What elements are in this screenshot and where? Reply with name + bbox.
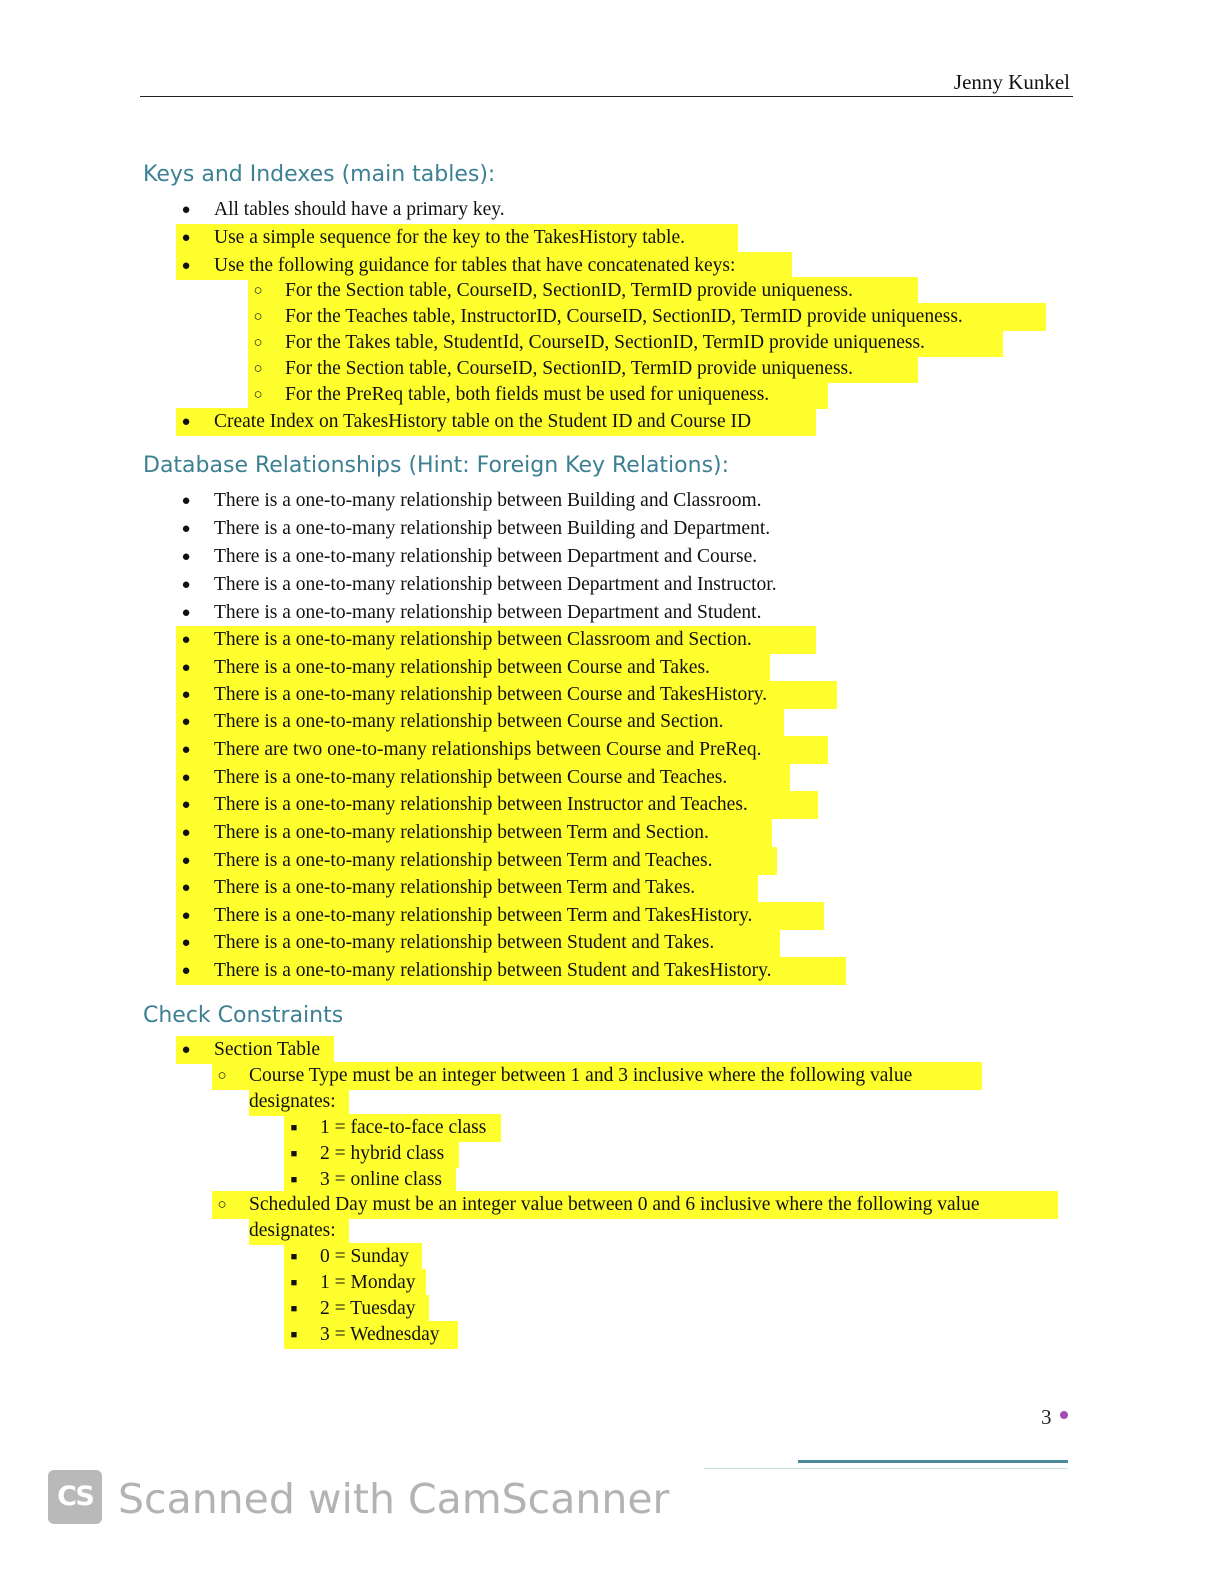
author-name: Jenny Kunkel	[953, 70, 1070, 94]
bullet-icon: ●	[181, 202, 191, 218]
list-item	[176, 791, 818, 819]
list-item	[176, 681, 837, 709]
bullet-icon: ●	[181, 742, 191, 758]
circle-bullet-icon: ○	[253, 335, 263, 351]
list-item-text: 1 = Monday	[320, 1272, 416, 1293]
list-item	[176, 654, 770, 682]
square-bullet-icon: ■	[290, 1251, 298, 1263]
page-number-dot-icon	[1060, 1411, 1068, 1419]
list-item-continuation	[249, 1217, 349, 1245]
list-item-text: 0 = Sunday	[320, 1246, 409, 1267]
list-item-text: There is a one-to-many relationship between Course and TakesHistory.	[214, 684, 768, 705]
sub-sub-list-item	[284, 1295, 429, 1323]
sub-list-item	[248, 303, 1046, 331]
section-heading-relationships: Database Relationships (Hint: Foreign Key Relations):	[143, 453, 730, 478]
list-item-text: There is a one-to-many relationship between Student and Takes.	[214, 932, 715, 953]
list-item-text: There is a one-to-many relationship between Building and Department.	[214, 518, 771, 539]
page-number: 3	[1041, 1405, 1052, 1429]
sub-list-item	[248, 277, 918, 305]
sub-list-item	[248, 329, 1003, 357]
list-item-text: There is a one-to-many relationship between Term and Teaches.	[214, 850, 713, 871]
sub-sub-list-item	[284, 1166, 456, 1194]
bullet-icon: ●	[181, 414, 191, 430]
bullet-icon: ●	[181, 605, 191, 621]
list-item	[176, 736, 828, 764]
sub-sub-list-item	[284, 1114, 501, 1142]
list-item	[176, 1036, 334, 1064]
list-item	[176, 252, 792, 280]
list-item-text: There is a one-to-many relationship between Term and TakesHistory.	[214, 905, 753, 926]
footer-accent-rule	[798, 1460, 1068, 1463]
bullet-icon: ●	[181, 770, 191, 786]
list-item-text: 2 = hybrid class	[320, 1143, 445, 1164]
bullet-icon: ●	[181, 230, 191, 246]
square-bullet-icon: ■	[290, 1329, 298, 1341]
circle-bullet-icon: ○	[217, 1197, 227, 1213]
bullet-icon: ●	[181, 1042, 191, 1058]
list-item-text: 3 = online class	[320, 1169, 443, 1190]
sub-sub-list-item	[284, 1243, 422, 1271]
bullet-icon: ●	[181, 549, 191, 565]
bullet-icon: ●	[181, 797, 191, 813]
bullet-icon: ●	[181, 687, 191, 703]
list-item-text: For the Section table, CourseID, SectionID, TermID provide uniqueness.	[285, 280, 853, 301]
sub-list-item	[248, 381, 828, 409]
bullet-icon: ●	[181, 935, 191, 951]
bullet-icon: ●	[181, 714, 191, 730]
list-item-text: There is a one-to-many relationship between Term and Section.	[214, 822, 709, 843]
list-item-text: Use the following guidance for tables that have concatenated keys:	[214, 255, 736, 276]
list-item	[176, 196, 534, 224]
circle-bullet-icon: ○	[253, 309, 263, 325]
bullet-icon: ●	[181, 258, 191, 274]
list-item-text: There is a one-to-many relationship between Instructor and Teaches.	[214, 794, 748, 815]
list-item	[176, 487, 826, 515]
square-bullet-icon: ■	[290, 1148, 298, 1160]
list-item	[176, 571, 854, 599]
sub-list-item	[212, 1062, 982, 1090]
list-item-text: There is a one-to-many relationship between Building and Classroom.	[214, 490, 762, 511]
list-item	[176, 929, 780, 957]
circle-bullet-icon: ○	[253, 361, 263, 377]
list-item-text: Section Table	[214, 1039, 321, 1060]
list-item-text: Scheduled Day must be an integer value between 0 and 6 inclusive where the following value	[249, 1194, 980, 1215]
bullet-icon: ●	[181, 660, 191, 676]
section-heading-constraints: Check Constraints	[143, 1003, 344, 1028]
bullet-icon: ●	[181, 493, 191, 509]
square-bullet-icon: ■	[290, 1277, 298, 1289]
list-item-text: Use a simple sequence for the key to the TakesHistory table.	[214, 227, 686, 248]
list-item	[176, 764, 790, 792]
list-item	[176, 543, 826, 571]
bullet-icon: ●	[181, 632, 191, 648]
list-item-text: designates:	[249, 1220, 336, 1241]
bullet-icon: ●	[181, 880, 191, 896]
list-item-text: For the Section table, CourseID, SectionID, TermID provide uniqueness.	[285, 358, 853, 379]
list-item-text: There are two one-to-many relationships between Course and PreReq.	[214, 739, 762, 760]
list-item	[176, 708, 784, 736]
list-item	[176, 902, 824, 930]
sub-sub-list-item	[284, 1321, 458, 1349]
list-item-text: There is a one-to-many relationship between Student and TakesHistory.	[214, 960, 772, 981]
list-item-text: All tables should have a primary key.	[214, 199, 505, 220]
square-bullet-icon: ■	[290, 1303, 298, 1315]
list-item-text: 3 = Wednesday	[320, 1324, 440, 1345]
list-item-text: There is a one-to-many relationship between Course and Takes.	[214, 657, 710, 678]
list-item	[176, 957, 846, 985]
square-bullet-icon: ■	[290, 1122, 298, 1134]
header-rule	[140, 96, 1073, 97]
list-item-text: 2 = Tuesday	[320, 1298, 416, 1319]
list-item-text: There is a one-to-many relationship between Classroom and Section.	[214, 629, 752, 650]
sub-sub-list-item	[284, 1269, 426, 1297]
bullet-icon: ●	[181, 963, 191, 979]
list-item-text: There is a one-to-many relationship between Department and Course.	[214, 546, 758, 567]
list-item-text: 1 = face-to-face class	[320, 1117, 487, 1138]
list-item	[176, 599, 834, 627]
section-heading-keys: Keys and Indexes (main tables):	[143, 162, 496, 187]
bullet-icon: ●	[181, 577, 191, 593]
list-item	[176, 847, 777, 875]
bullet-icon: ●	[181, 825, 191, 841]
sub-list-item	[248, 355, 918, 383]
camscanner-logo-icon: CS	[48, 1470, 102, 1524]
list-item	[176, 626, 816, 654]
footer-rule	[704, 1468, 1068, 1469]
list-item-text: For the PreReq table, both fields must be used for uniqueness.	[285, 384, 770, 405]
list-item	[176, 874, 758, 902]
list-item	[176, 819, 772, 847]
list-item	[176, 408, 816, 436]
list-item-text: designates:	[249, 1091, 336, 1112]
list-item-text: There is a one-to-many relationship between Department and Instructor.	[214, 574, 777, 595]
list-item-text: Course Type must be an integer between 1 and 3 inclusive where the following value	[249, 1065, 913, 1086]
square-bullet-icon: ■	[290, 1174, 298, 1186]
list-item-text: There is a one-to-many relationship between Course and Teaches.	[214, 767, 728, 788]
circle-bullet-icon: ○	[253, 283, 263, 299]
list-item-text: There is a one-to-many relationship between Course and Section.	[214, 711, 724, 732]
bullet-icon: ●	[181, 521, 191, 537]
sub-sub-list-item	[284, 1140, 459, 1168]
list-item-text: Create Index on TakesHistory table on the Student ID and Course ID	[214, 411, 752, 432]
circle-bullet-icon: ○	[253, 387, 263, 403]
watermark-text: Scanned with CamScanner	[118, 1475, 670, 1523]
circle-bullet-icon: ○	[217, 1068, 227, 1084]
list-item-text: There is a one-to-many relationship between Department and Student.	[214, 602, 762, 623]
bullet-icon: ●	[181, 853, 191, 869]
sub-list-item	[212, 1191, 1058, 1219]
list-item-text: For the Teaches table, InstructorID, CourseID, SectionID, TermID provide uniqueness.	[285, 306, 963, 327]
list-item-text: For the Takes table, StudentId, CourseID, SectionID, TermID provide uniqueness.	[285, 332, 925, 353]
bullet-icon: ●	[181, 908, 191, 924]
list-item	[176, 515, 840, 543]
list-item-text: There is a one-to-many relationship between Term and Takes.	[214, 877, 696, 898]
list-item-continuation	[249, 1088, 349, 1116]
list-item	[176, 224, 738, 252]
